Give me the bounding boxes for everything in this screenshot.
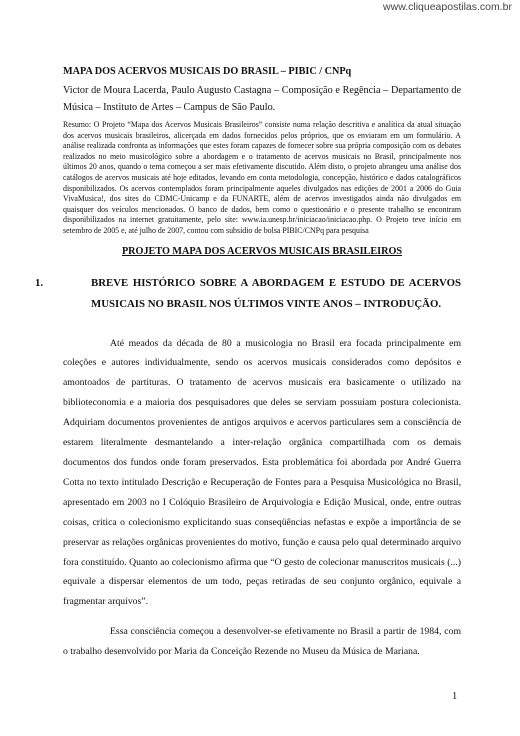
body-paragraph-2: Essa consciência começou a desenvolver-se efetivamente no Brasil a partir de 1984, com o trabalho desenvolvido por Maria da Conceição Rezende no Museu da Música de Mariana. — [63, 625, 461, 657]
watermark-url: www.cliqueapostilas.com.br — [383, 1, 512, 13]
page-number: 1 — [452, 691, 458, 702]
section-title: BREVE HISTÓRICO SOBRE A ABORDAGEM E ESTUDO DE ACERVOS MUSICAIS NO BRASIL NOS ÚLTIMOS VINTE ANOS – INTRODUÇÃO. — [91, 276, 461, 310]
document-page — [35, 64, 461, 671]
document-title: MAPA DOS ACERVOS MUSICAIS DO BRASIL – PIBIC / CNPq — [63, 66, 352, 77]
section-heading — [35, 273, 461, 315]
abstract: Resumo: O Projeto “Mapa dos Acervos Musicais Brasileiros” consiste numa relação descritiva e analítica da atual situação dos acervos musicais brasileiros, alicerçada em dados fornecidos pelos próprios, que os enviaram em um formulário. A análise realizada confronta as informações que estes foram capazes de fornecer sobre sua própria composição com os debates realizados no meio musicológico sobre a abordagem e o tratamento de acervos musicais no Brasil, principalmente nos últimos 20 anos, quando o tema começou a ser mais efetivamente discutido. Além disto, o projeto abrangeu uma análise dos catálogos de acervos musicais até hoje editados, levando em conta metodologia, concepção, histórico e dados catalográficos disponibilizados. Os acervos contemplados foram principalmente aqueles divulgados nas edições de 2001 a 2006 do Guia VivaMusica!, dos sites do CDMC-Unicamp e da FUNARTE, além de acervos investigados ainda não divulgados em quaisquer dos veículos mencionados. O banco de dados, bem como o questionário e o presente trabalho se encontram disponibilizados na internet gratuitamente, pelo site: www.ia.unesp.br/iniciacao/iniciacao.php. O Projeto teve início em setembro de 2005 e, até julho de 2007, contou com subsídio de bolsa PIBIC/CNPq para pesquisa — [63, 120, 461, 235]
project-title: PROJETO MAPA DOS ACERVOS MUSICAIS BRASILEIROS — [121, 245, 403, 257]
body-paragraph-1: Até meados da década de 80 a musicologia no Brasil era focada principalmente em coleções e autores individualmente, sendo os acervos musicais considerados como depósitos e amontoados de partituras. O tratamento de acervos musicais era basicamente o utilizado na biblioteconomia e a maioria dos pesquisadores que deles se serviam possuíam postura colecionista. Adquiriam documentos provenientes de antigos arquivos e acervos particulares sem a consciência de estarem literalmente desmantelando a inter-relação orgânica compartilhada com os demais documentos dos fundos onde foram preservados. Esta problemática foi abordada por André Guerra Cotta no texto intitulado Descrição e Recuperação de Fontes para a Pesquisa Musicológica no Brasil, apresentado em 2003 no I Colóquio Brasileiro de Arquivologia e Edição Musical, onde, entre outras coisas, critica o colecionismo explicitando suas conseqüências nefastas e expõe a importância de se preservar as relações orgânicas provenientes do motivo, função e causa pelo qual determinado arquivo fora constituído. Quanto ao colecionismo afirma que “O gesto de colecionar manuscritos musicais (...) equivale a dispersar elementos de um todo, peças retiradas de seu conjunto orgânico, equivale a fragmentar arquivos”. — [63, 337, 461, 608]
section-number: 1. — [35, 276, 44, 289]
authors-affiliation: Victor de Moura Lacerda, Paulo Augusto Castagna – Composição e Regência – Departamento de Música – Instituto de Artes – Campus de São Paulo. — [63, 85, 461, 113]
